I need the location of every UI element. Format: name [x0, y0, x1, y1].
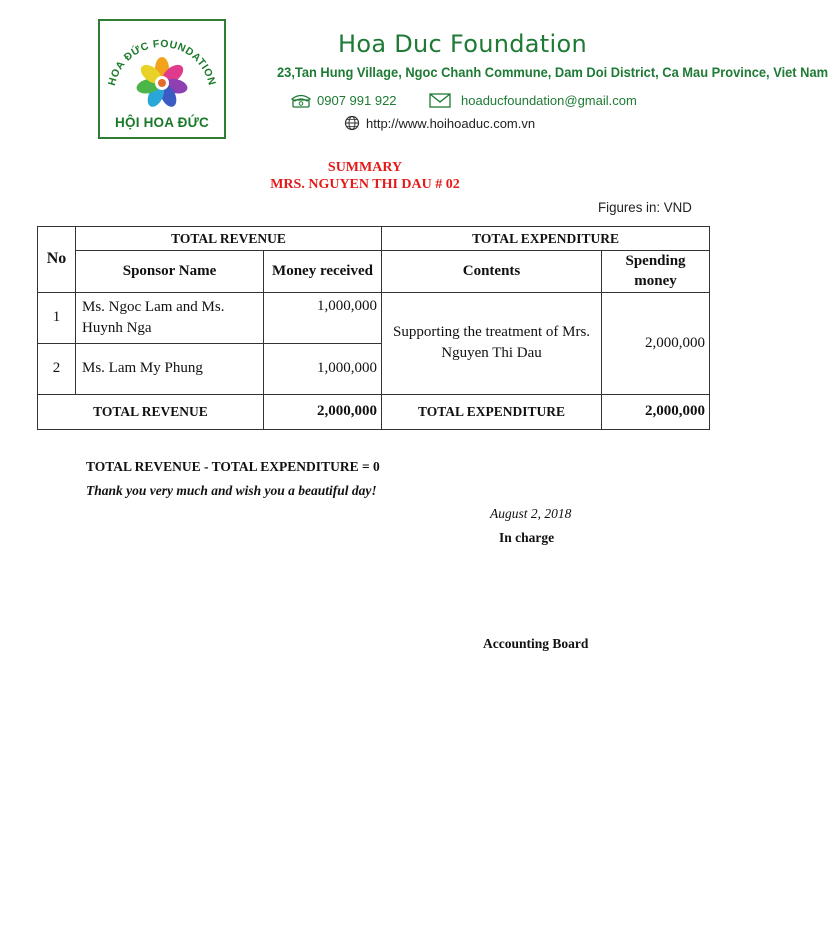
- row-number: 1: [38, 292, 76, 343]
- header-total-expenditure: TOTAL EXPENDITURE: [382, 227, 710, 251]
- logo-vietnamese-name: HỘI HOA ĐỨC: [115, 115, 209, 130]
- header-sponsor-name: Sponsor Name: [76, 251, 264, 293]
- thank-you-note: Thank you very much and wish you a beautiful day!: [86, 483, 377, 498]
- balance-statement: TOTAL REVENUE - TOTAL EXPENDITURE = 0: [86, 459, 380, 474]
- phone-icon: [291, 94, 311, 108]
- header-spending-money: Spending money: [602, 251, 710, 293]
- email-address[interactable]: hoaducfoundation@gmail.com: [461, 93, 637, 108]
- document-title: SUMMARY: [327, 160, 403, 175]
- total-revenue-value: 2,000,000: [264, 394, 382, 429]
- totals-row: [38, 394, 710, 429]
- header-total-revenue: TOTAL REVENUE: [76, 227, 382, 251]
- logo-arc-label: HOA ĐỨC FOUNDATION: [105, 37, 219, 87]
- spending-money-cell: 2,000,000: [602, 292, 710, 394]
- globe-icon: [344, 115, 360, 131]
- accounting-board-label: Accounting Board: [483, 636, 589, 651]
- money-received-cell: 1,000,000: [264, 292, 382, 343]
- phone-number: 0907 991 922: [317, 93, 397, 108]
- sponsor-name-cell: Ms. Ngoc Lam and Ms. Huynh Nga: [76, 292, 264, 343]
- foundation-logo: [98, 19, 226, 139]
- flower-icon: [134, 55, 190, 111]
- organization-address: 23,Tan Hung Village, Ngoc Chanh Commune, Dam Doi District, Ca Mau Province, Viet Nam: [277, 64, 828, 80]
- row-number: 2: [38, 343, 76, 394]
- money-received-cell: 1,000,000: [264, 343, 382, 394]
- expense-contents-cell: Supporting the treatment of Mrs. Nguyen Thi Dau: [382, 292, 602, 394]
- website-url[interactable]: http://www.hoihoaduc.com.vn: [366, 115, 536, 131]
- organization-name: Hoa Duc Foundation: [338, 30, 587, 58]
- header-money-received: Money received: [264, 251, 382, 293]
- envelope-icon: [429, 93, 451, 108]
- in-charge-label: In charge: [499, 530, 555, 545]
- phone-contact: [291, 93, 397, 108]
- website-contact: [344, 115, 535, 131]
- header-no: No: [38, 227, 76, 293]
- table-row: [38, 292, 710, 343]
- revenue-expenditure-table: [37, 226, 710, 430]
- email-contact: [429, 93, 637, 108]
- total-expenditure-value: 2,000,000: [602, 394, 710, 429]
- total-expenditure-label: TOTAL EXPENDITURE: [382, 394, 602, 429]
- beneficiary-title: MRS. NGUYEN THI DAU # 02: [270, 177, 460, 192]
- currency-note: Figures in: VND: [598, 199, 692, 215]
- header-contents: Contents: [382, 251, 602, 293]
- sponsor-name-cell: Ms. Lam My Phung: [76, 343, 264, 394]
- total-revenue-label: TOTAL REVENUE: [38, 394, 264, 429]
- document-date: August 2, 2018: [490, 506, 572, 521]
